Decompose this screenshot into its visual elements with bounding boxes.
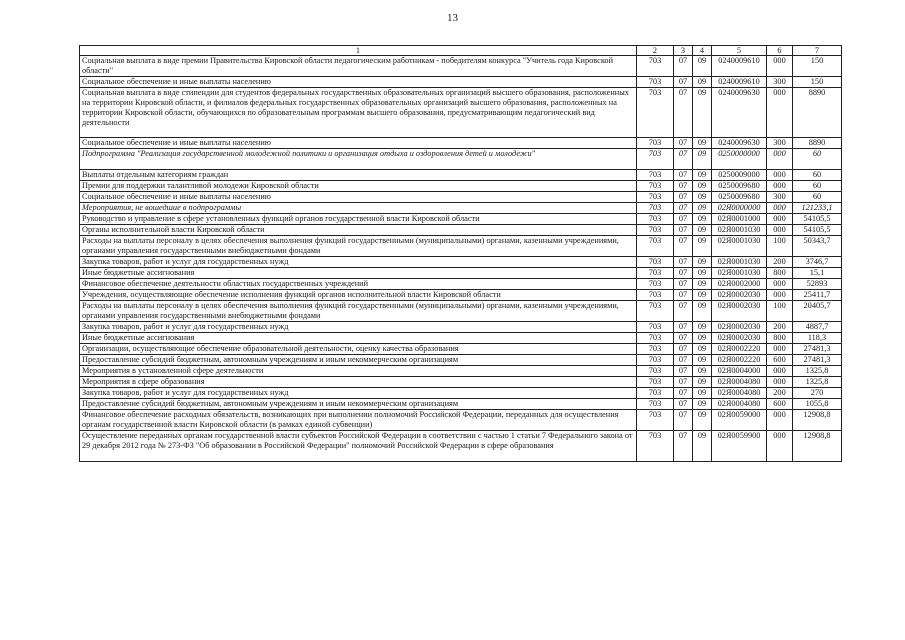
- subsection-cell: 09: [693, 236, 712, 257]
- table-row: [80, 355, 842, 366]
- target-article-cell: 02Я0004080: [712, 377, 767, 388]
- amount-cell: 60: [793, 192, 842, 203]
- admin-code-cell: 703: [637, 236, 674, 257]
- target-article-cell: 02Я0002000: [712, 279, 767, 290]
- admin-code-cell: 703: [637, 333, 674, 344]
- target-article-cell: 0240009610: [712, 56, 767, 77]
- section-cell: 07: [674, 355, 693, 366]
- section-cell: 07: [674, 377, 693, 388]
- admin-code-cell: 703: [637, 301, 674, 322]
- amount-cell: 12908,8: [793, 431, 842, 462]
- expense-type-cell: 600: [767, 355, 793, 366]
- target-article-cell: 02Я0002030: [712, 301, 767, 322]
- admin-code-cell: 703: [637, 355, 674, 366]
- table-row: [80, 257, 842, 268]
- expense-type-cell: 100: [767, 301, 793, 322]
- table-header-row: [80, 46, 842, 56]
- section-cell: 07: [674, 192, 693, 203]
- section-cell: 07: [674, 279, 693, 290]
- admin-code-cell: 703: [637, 388, 674, 399]
- target-article-cell: 02Я0059900: [712, 431, 767, 462]
- target-article-cell: 02Я0001030: [712, 225, 767, 236]
- expense-type-cell: 200: [767, 322, 793, 333]
- header-cell: 5: [712, 46, 767, 56]
- amount-cell: 3746,7: [793, 257, 842, 268]
- table-row: [80, 77, 842, 88]
- row-name-cell: Социальная выплата в виде премии Правительства Кировской области педагогическим работникам - победителям конкурса "Учитель года Кировской области": [80, 56, 637, 77]
- amount-cell: 27481,3: [793, 355, 842, 366]
- row-name-cell: Социальное обеспечение и иные выплаты населению: [80, 138, 637, 149]
- section-cell: 07: [674, 268, 693, 279]
- section-cell: 07: [674, 214, 693, 225]
- amount-cell: 4887,7: [793, 322, 842, 333]
- expense-type-cell: 000: [767, 203, 793, 214]
- row-name-cell: Учреждения, осуществляющие обеспечение исполнения функций органов исполнительной власти Кировской области: [80, 290, 637, 301]
- expense-type-cell: 000: [767, 214, 793, 225]
- amount-cell: 60: [793, 170, 842, 181]
- subsection-cell: 09: [693, 88, 712, 138]
- table-row: [80, 138, 842, 149]
- expense-type-cell: 000: [767, 170, 793, 181]
- table-row: [80, 410, 842, 431]
- expense-type-cell: 200: [767, 257, 793, 268]
- row-name-cell: Закупка товаров, работ и услуг для государственных нужд: [80, 388, 637, 399]
- subsection-cell: 09: [693, 56, 712, 77]
- table-row: [80, 192, 842, 203]
- admin-code-cell: 703: [637, 138, 674, 149]
- subsection-cell: 09: [693, 279, 712, 290]
- table-row: [80, 268, 842, 279]
- target-article-cell: 0250009680: [712, 181, 767, 192]
- target-article-cell: 0240009610: [712, 77, 767, 88]
- amount-cell: 50343,7: [793, 236, 842, 257]
- header-cell: 2: [637, 46, 674, 56]
- amount-cell: 8890: [793, 88, 842, 138]
- amount-cell: 27481,3: [793, 344, 842, 355]
- section-cell: 07: [674, 181, 693, 192]
- section-cell: 07: [674, 301, 693, 322]
- expense-type-cell: 000: [767, 88, 793, 138]
- target-article-cell: 02Я0001000: [712, 214, 767, 225]
- expense-type-cell: 000: [767, 225, 793, 236]
- section-cell: 07: [674, 431, 693, 462]
- amount-cell: 1055,8: [793, 399, 842, 410]
- admin-code-cell: 703: [637, 366, 674, 377]
- section-cell: 07: [674, 225, 693, 236]
- header-cell: 6: [767, 46, 793, 56]
- section-cell: 07: [674, 388, 693, 399]
- table-row: [80, 399, 842, 410]
- row-name-cell: Социальное обеспечение и иные выплаты населению: [80, 77, 637, 88]
- row-name-cell: Иные бюджетные ассигнования: [80, 333, 637, 344]
- section-cell: 07: [674, 322, 693, 333]
- expense-type-cell: 300: [767, 138, 793, 149]
- admin-code-cell: 703: [637, 149, 674, 170]
- table-row: [80, 290, 842, 301]
- subsection-cell: 09: [693, 170, 712, 181]
- amount-cell: 118,3: [793, 333, 842, 344]
- expense-type-cell: 000: [767, 181, 793, 192]
- amount-cell: 121233,1: [793, 203, 842, 214]
- section-cell: 07: [674, 149, 693, 170]
- table-row: [80, 322, 842, 333]
- subsection-cell: 09: [693, 301, 712, 322]
- row-name-cell: Осуществление переданных органам государственной власти субъектов Российской Федерации в соответствии с частью 1 статьи 7 Федерального закона от 29 декабря 2012 года № 273-ФЗ "Об образовании в Российской Федерации" полномочий Российской Федерации в сфере образования: [80, 431, 637, 462]
- header-cell: 1: [80, 46, 637, 56]
- row-name-cell: Расходы на выплаты персоналу в целях обеспечения выполнения функций государственными (муниципальными) органами, казенными учреждениями, органами управления государственными внебюджетными фондами: [80, 236, 637, 257]
- header-cell: 4: [693, 46, 712, 56]
- section-cell: 07: [674, 170, 693, 181]
- target-article-cell: 02Я0000000: [712, 203, 767, 214]
- target-article-cell: 0250009000: [712, 170, 767, 181]
- expense-type-cell: 300: [767, 77, 793, 88]
- row-name-cell: Предоставление субсидий бюджетным, автономным учреждениям и иным некоммерческим организациям: [80, 399, 637, 410]
- subsection-cell: 09: [693, 268, 712, 279]
- subsection-cell: 09: [693, 355, 712, 366]
- subsection-cell: 09: [693, 138, 712, 149]
- amount-cell: 270: [793, 388, 842, 399]
- table-row: [80, 88, 842, 138]
- expense-type-cell: 300: [767, 192, 793, 203]
- target-article-cell: 02Я0001030: [712, 257, 767, 268]
- admin-code-cell: 703: [637, 214, 674, 225]
- table-row: [80, 366, 842, 377]
- subsection-cell: 09: [693, 225, 712, 236]
- admin-code-cell: 703: [637, 170, 674, 181]
- admin-code-cell: 703: [637, 399, 674, 410]
- subsection-cell: 09: [693, 192, 712, 203]
- row-name-cell: Выплаты отдельным категориям граждан: [80, 170, 637, 181]
- target-article-cell: 0250009680: [712, 192, 767, 203]
- row-name-cell: Иные бюджетные ассигнования: [80, 268, 637, 279]
- section-cell: 07: [674, 399, 693, 410]
- section-cell: 07: [674, 290, 693, 301]
- section-cell: 07: [674, 203, 693, 214]
- subsection-cell: 09: [693, 257, 712, 268]
- table-row: [80, 56, 842, 77]
- expense-type-cell: 000: [767, 431, 793, 462]
- expense-type-cell: 600: [767, 399, 793, 410]
- amount-cell: 150: [793, 77, 842, 88]
- row-name-cell: Руководство и управление в сфере установленных функций органов государственной власти Кировской области: [80, 214, 637, 225]
- amount-cell: 12908,8: [793, 410, 842, 431]
- expense-type-cell: 000: [767, 410, 793, 431]
- admin-code-cell: 703: [637, 377, 674, 388]
- subsection-cell: 09: [693, 377, 712, 388]
- target-article-cell: 0250000000: [712, 149, 767, 170]
- table-row: [80, 333, 842, 344]
- admin-code-cell: 703: [637, 344, 674, 355]
- target-article-cell: 02Я0002030: [712, 333, 767, 344]
- table-row: [80, 431, 842, 462]
- target-article-cell: 02Я0001030: [712, 236, 767, 257]
- section-cell: 07: [674, 333, 693, 344]
- subsection-cell: 09: [693, 149, 712, 170]
- amount-cell: 20405,7: [793, 301, 842, 322]
- row-name-cell: Мероприятия в сфере образования: [80, 377, 637, 388]
- target-article-cell: 02Я0002220: [712, 344, 767, 355]
- expense-type-cell: 000: [767, 56, 793, 77]
- table-row: [80, 214, 842, 225]
- subsection-cell: 09: [693, 366, 712, 377]
- table-row: [80, 203, 842, 214]
- row-name-cell: Социальная выплата в виде стипендии для студентов федеральных государственных образовательных организаций высшего образования, расположенных на территории Кировской области, и филиалов федеральных государственных образовательных организаций высшего образования, расположенных на территории Кировской области, обучающихся по образовательным программам высшего образования, предусматривающим педагогический вид деятельности: [80, 88, 637, 138]
- section-cell: 07: [674, 77, 693, 88]
- admin-code-cell: 703: [637, 56, 674, 77]
- expense-type-cell: 800: [767, 333, 793, 344]
- target-article-cell: 02Я0002220: [712, 355, 767, 366]
- header-cell: 3: [674, 46, 693, 56]
- table-row: [80, 149, 842, 170]
- expense-type-cell: 200: [767, 388, 793, 399]
- row-name-cell: Расходы на выплаты персоналу в целях обеспечения выполнения функций государственными (муниципальными) органами, казенными учреждениями, органами управления государственными внебюджетными фондами: [80, 301, 637, 322]
- target-article-cell: 0240009630: [712, 138, 767, 149]
- row-name-cell: Органы исполнительной власти Кировской области: [80, 225, 637, 236]
- section-cell: 07: [674, 236, 693, 257]
- target-article-cell: 02Я0001030: [712, 268, 767, 279]
- row-name-cell: Подпрограмма "Реализация государственной молодежной политики и организация отдыха и оздоровления детей и молодежи": [80, 149, 637, 170]
- target-article-cell: 02Я0059000: [712, 410, 767, 431]
- expense-type-cell: 800: [767, 268, 793, 279]
- row-name-cell: Мероприятия в установленной сфере деятельности: [80, 366, 637, 377]
- admin-code-cell: 703: [637, 279, 674, 290]
- expense-type-cell: 000: [767, 377, 793, 388]
- row-name-cell: Организации, осуществляющие обеспечение образовательной деятельности, оценку качества образования: [80, 344, 637, 355]
- subsection-cell: 09: [693, 290, 712, 301]
- admin-code-cell: 703: [637, 88, 674, 138]
- amount-cell: 1325,8: [793, 377, 842, 388]
- expense-type-cell: 000: [767, 149, 793, 170]
- admin-code-cell: 703: [637, 410, 674, 431]
- admin-code-cell: 703: [637, 225, 674, 236]
- amount-cell: 150: [793, 56, 842, 77]
- row-name-cell: Финансовое обеспечение деятельности областных государственных учреждений: [80, 279, 637, 290]
- subsection-cell: 09: [693, 181, 712, 192]
- target-article-cell: 02Я0004080: [712, 388, 767, 399]
- expense-type-cell: 100: [767, 236, 793, 257]
- section-cell: 07: [674, 410, 693, 431]
- header-cell: 7: [793, 46, 842, 56]
- target-article-cell: 02Я0004080: [712, 399, 767, 410]
- target-article-cell: 0240009630: [712, 88, 767, 138]
- row-name-cell: Закупка товаров, работ и услуг для государственных нужд: [80, 322, 637, 333]
- expense-type-cell: 000: [767, 344, 793, 355]
- amount-cell: 1325,8: [793, 366, 842, 377]
- admin-code-cell: 703: [637, 290, 674, 301]
- table-row: [80, 279, 842, 290]
- subsection-cell: 09: [693, 214, 712, 225]
- row-name-cell: Премии для поддержки талантливой молодежи Кировской области: [80, 181, 637, 192]
- subsection-cell: 09: [693, 399, 712, 410]
- subsection-cell: 09: [693, 410, 712, 431]
- amount-cell: 60: [793, 181, 842, 192]
- section-cell: 07: [674, 138, 693, 149]
- subsection-cell: 09: [693, 388, 712, 399]
- amount-cell: 52893: [793, 279, 842, 290]
- admin-code-cell: 703: [637, 181, 674, 192]
- table-row: [80, 225, 842, 236]
- row-name-cell: Социальное обеспечение и иные выплаты населению: [80, 192, 637, 203]
- subsection-cell: 09: [693, 344, 712, 355]
- table-row: [80, 377, 842, 388]
- amount-cell: 25411,7: [793, 290, 842, 301]
- row-name-cell: Предоставление субсидий бюджетным, автономным учреждениям и иным некоммерческим организациям: [80, 355, 637, 366]
- section-cell: 07: [674, 56, 693, 77]
- admin-code-cell: 703: [637, 77, 674, 88]
- amount-cell: 15,1: [793, 268, 842, 279]
- subsection-cell: 09: [693, 77, 712, 88]
- expense-type-cell: 000: [767, 279, 793, 290]
- budget-table: [79, 45, 842, 462]
- section-cell: 07: [674, 88, 693, 138]
- section-cell: 07: [674, 344, 693, 355]
- admin-code-cell: 703: [637, 203, 674, 214]
- table-row: [80, 301, 842, 322]
- amount-cell: 8890: [793, 138, 842, 149]
- row-name-cell: Мероприятия, не вошедшие в подпрограммы: [80, 203, 637, 214]
- row-name-cell: Финансовое обеспечение расходных обязательств, возникающих при выполнении полномочий Российской Федерации, переданных для осуществления органам государственной власти Кировской области (в рамках единой субвенции): [80, 410, 637, 431]
- table-row: [80, 170, 842, 181]
- admin-code-cell: 703: [637, 192, 674, 203]
- expense-type-cell: 000: [767, 366, 793, 377]
- subsection-cell: 09: [693, 333, 712, 344]
- subsection-cell: 09: [693, 431, 712, 462]
- admin-code-cell: 703: [637, 257, 674, 268]
- amount-cell: 60: [793, 149, 842, 170]
- subsection-cell: 09: [693, 203, 712, 214]
- expense-type-cell: 000: [767, 290, 793, 301]
- target-article-cell: 02Я0002030: [712, 322, 767, 333]
- section-cell: 07: [674, 366, 693, 377]
- amount-cell: 54105,5: [793, 225, 842, 236]
- subsection-cell: 09: [693, 322, 712, 333]
- admin-code-cell: 703: [637, 431, 674, 462]
- table-row: [80, 181, 842, 192]
- table-row: [80, 388, 842, 399]
- page-number: 13: [447, 12, 458, 24]
- section-cell: 07: [674, 257, 693, 268]
- table-row: [80, 236, 842, 257]
- table-row: [80, 344, 842, 355]
- target-article-cell: 02Я0002030: [712, 290, 767, 301]
- admin-code-cell: 703: [637, 268, 674, 279]
- target-article-cell: 02Я0004000: [712, 366, 767, 377]
- admin-code-cell: 703: [637, 322, 674, 333]
- amount-cell: 54105,5: [793, 214, 842, 225]
- row-name-cell: Закупка товаров, работ и услуг для государственных нужд: [80, 257, 637, 268]
